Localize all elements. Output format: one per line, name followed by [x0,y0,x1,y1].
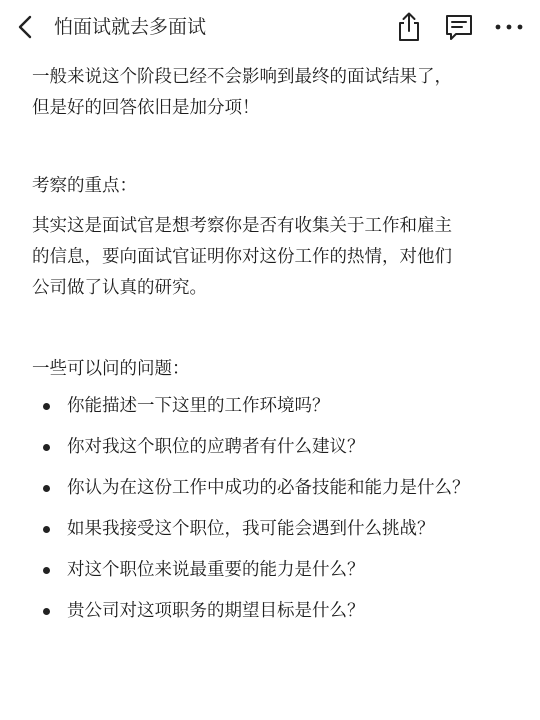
list-item [32,514,518,555]
chevron-left-icon [12,12,40,42]
share-icon [392,10,426,44]
bullet-icon [43,567,50,574]
bullet-icon [43,485,50,492]
bullet-icon [43,403,50,410]
question-text: 对这个职位来说最重要的能力是什么？ [67,560,365,580]
bullet-icon [43,526,50,533]
page-title: 怕面试就去多面试 [54,16,207,38]
more-horizontal-icon [492,10,526,44]
questions-heading: 一些可以问的问题： [32,359,190,379]
bullet-icon [43,608,50,615]
list-item [32,432,518,473]
article-content [32,62,518,637]
back-button[interactable] [12,12,40,42]
list-item [32,391,518,432]
top-navigation-bar [0,0,540,56]
list-item [32,473,518,514]
comment-icon [442,10,476,44]
question-text: 如果我接受这个职位，我可能会遇到什么挑战？ [67,519,435,539]
focus-heading: 考察的重点： [32,176,137,196]
list-item [32,596,518,637]
question-text: 你认为在这份工作中成功的必备技能和能力是什么？ [67,478,470,498]
comment-button[interactable] [442,10,476,44]
focus-paragraph: 其实这是面试官是想考察你是否有收集关于工作和雇主 的信息，要向面试官证明你对这份工作的热情，对他们 公司做了认真的研究。 [32,216,452,298]
question-text: 你对我这个职位的应聘者有什么建议？ [67,437,365,457]
share-button[interactable] [392,10,426,44]
intro-paragraph: 一般来说这个阶段已经不会影响到最终的面试结果了， 但是好的回答依旧是加分项！ [32,67,452,118]
question-text: 你能描述一下这里的工作环境吗？ [67,396,330,416]
list-item [32,555,518,596]
more-button[interactable] [492,10,526,44]
questions-list [32,391,518,637]
question-text: 贵公司对这项职务的期望目标是什么？ [67,601,365,621]
bullet-icon [43,444,50,451]
